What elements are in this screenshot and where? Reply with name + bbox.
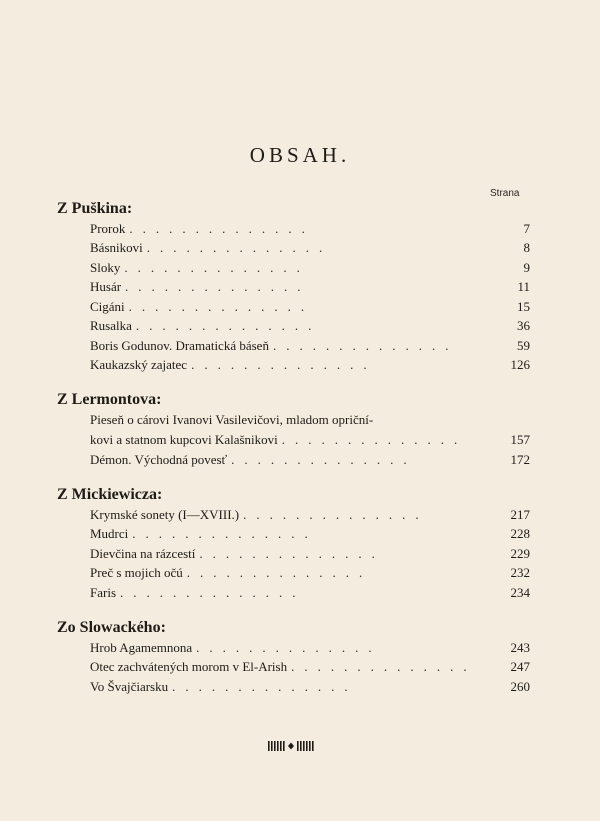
toc-entry: Prorok .............. 7 bbox=[90, 221, 530, 236]
toc-entry: Hrob Agamemnona .............. 243 bbox=[90, 640, 530, 655]
toc-entry: Faris .............. 234 bbox=[90, 585, 530, 600]
toc-entry-wrapped-line: Pieseň o cárovi Ivanovi Vasilevičovi, mladom opriční- bbox=[90, 412, 374, 427]
toc-entry: Otec zachvátených morom v El-Arish .............. 247 bbox=[90, 659, 530, 674]
section-heading-puskin: Z Puškina: bbox=[57, 200, 133, 217]
page-column-header: Strana bbox=[490, 188, 520, 199]
toc-entry: Cigáni .............. 15 bbox=[90, 299, 530, 314]
toc-entry: kovi a statnom kupcovi Kalašnikovi .............. 157 bbox=[90, 432, 530, 447]
section-heading-mickiewicz: Z Mickiewicza: bbox=[57, 486, 163, 503]
section-heading-slowacki: Zo Slowackého: bbox=[57, 619, 166, 636]
toc-entry: Sloky .............. 9 bbox=[90, 260, 530, 275]
decorative-ornament-icon bbox=[268, 740, 314, 752]
toc-entry: Básnikovi .............. 8 bbox=[90, 240, 530, 255]
toc-entry: Dievčina na rázcestí .............. 229 bbox=[90, 546, 530, 561]
toc-entry: Krymské sonety (I—XVIII.) .............. 217 bbox=[90, 507, 530, 522]
toc-entry: Preč s mojich očú .............. 232 bbox=[90, 565, 530, 580]
section-heading-lermontov: Z Lermontova: bbox=[57, 391, 162, 408]
page-title: OBSAH. bbox=[249, 143, 351, 167]
toc-entry: Vo Švajčiarsku .............. 260 bbox=[90, 679, 530, 694]
toc-entry: Mudrci .............. 228 bbox=[90, 526, 530, 541]
toc-entry: Boris Godunov. Dramatická báseň .............. 59 bbox=[90, 338, 530, 353]
toc-entry: Rusalka .............. 36 bbox=[90, 318, 530, 333]
toc-entry: Kaukazský zajatec .............. 126 bbox=[90, 357, 530, 372]
toc-entry: Husár .............. 11 bbox=[90, 279, 530, 294]
toc-entry: Démon. Východná povesť .............. 172 bbox=[90, 452, 530, 467]
